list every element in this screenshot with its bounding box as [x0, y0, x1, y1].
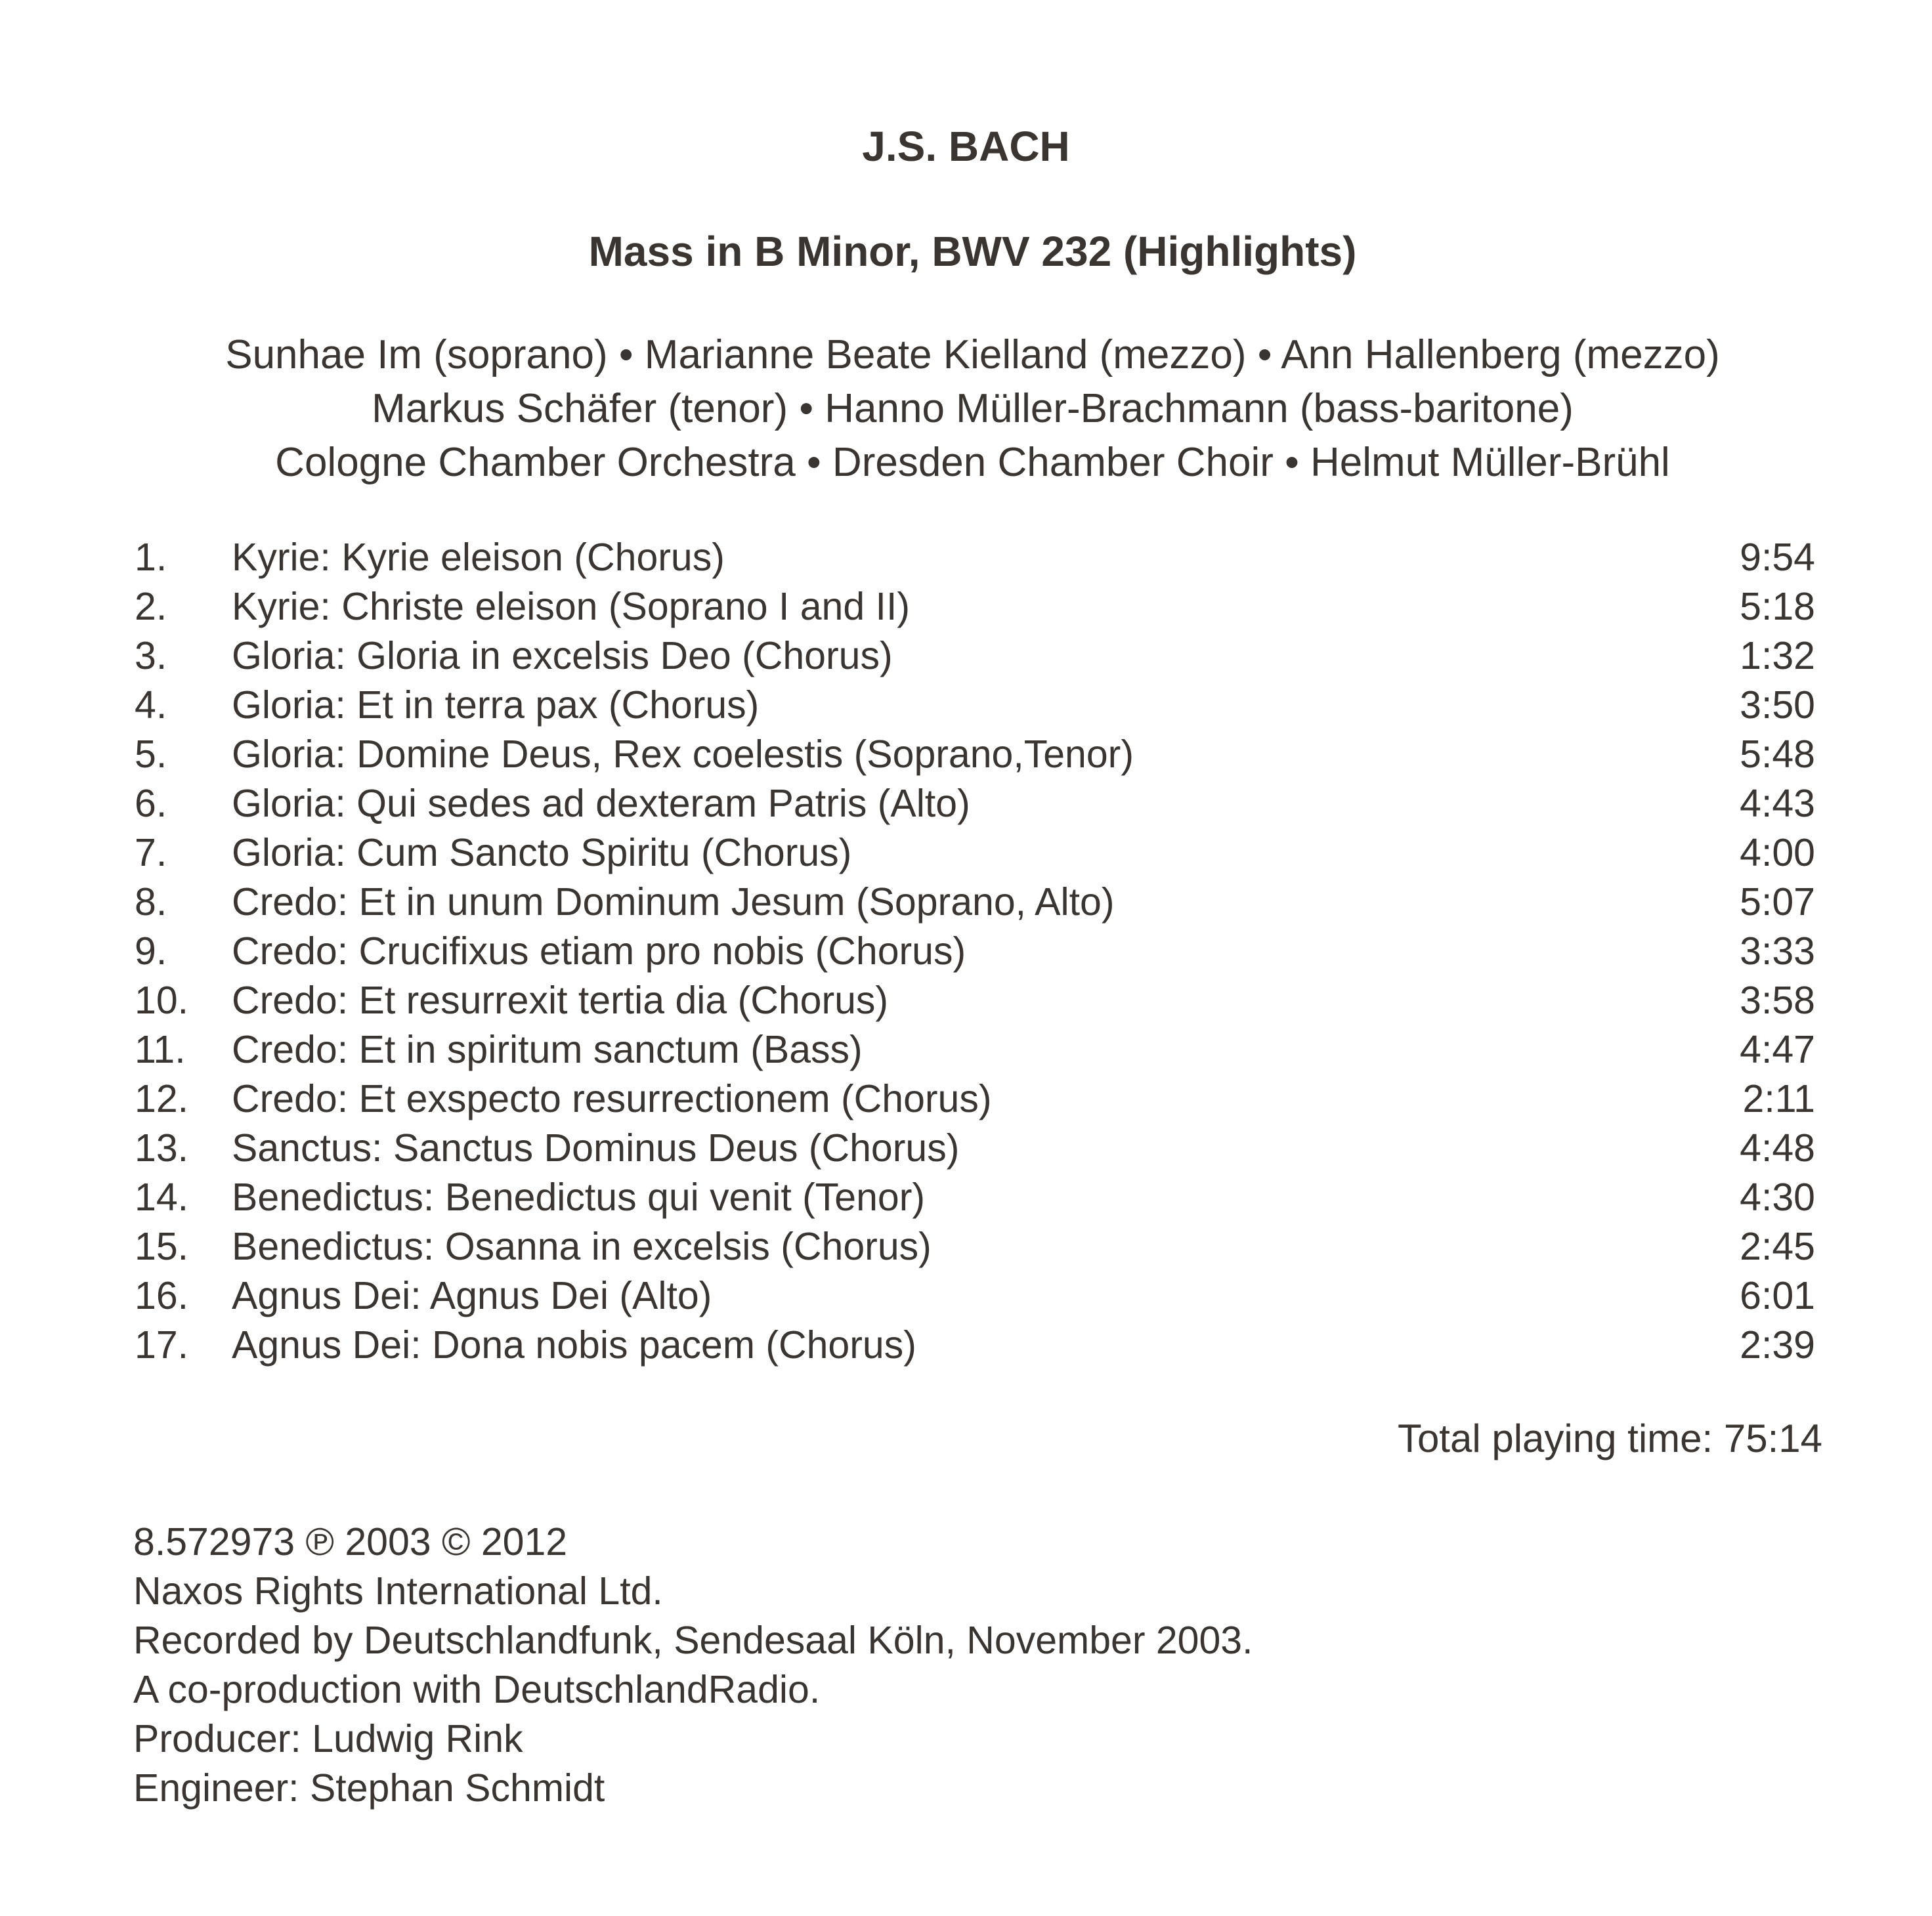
track-title: Gloria: Gloria in excelsis Deo (Chorus) — [232, 634, 893, 677]
track-duration: 5:48 — [1740, 733, 1815, 776]
work-title: Mass in B Minor, BWV 232 (Highlights) — [588, 228, 1357, 275]
recording-info: Recorded by Deutschlandfunk, Sendesaal Köln, November 2003. — [133, 1619, 1253, 1662]
track-title: Agnus Dei: Dona nobis pacem (Chorus) — [232, 1323, 916, 1367]
track-title: Gloria: Et in terra pax (Chorus) — [232, 683, 760, 727]
track-number: 5. — [135, 733, 167, 776]
track-title: Kyrie: Christe eleison (Soprano I and II) — [232, 585, 910, 628]
track-title: Sanctus: Sanctus Dominus Deus (Chorus) — [232, 1126, 960, 1170]
track-row — [135, 1271, 1815, 1321]
track-number: 15. — [135, 1225, 189, 1268]
track-row — [135, 976, 1815, 1025]
track-number: 12. — [135, 1077, 189, 1120]
track-duration: 2:39 — [1740, 1323, 1815, 1367]
track-list — [135, 533, 1815, 1370]
track-title: Benedictus: Benedictus qui venit (Tenor) — [232, 1176, 926, 1219]
track-number: 7. — [135, 831, 167, 874]
track-duration: 2:45 — [1740, 1225, 1815, 1268]
track-duration: 4:47 — [1740, 1028, 1815, 1071]
track-number: 17. — [135, 1323, 189, 1367]
track-title: Credo: Crucifixus etiam pro nobis (Chorus) — [232, 929, 966, 973]
track-row — [135, 878, 1815, 927]
track-duration: 3:50 — [1740, 683, 1815, 727]
producer-credit: Producer: Ludwig Rink — [133, 1717, 523, 1760]
track-row — [135, 1222, 1815, 1271]
artists-line-soloists: Sunhae Im (soprano) • Marianne Beate Kielland (mezzo) • Ann Hallenberg (mezzo) — [225, 332, 1720, 377]
track-number: 14. — [135, 1176, 189, 1219]
track-row — [135, 681, 1815, 730]
catalog-number: 8.572973 ℗ 2003 © 2012 — [133, 1520, 568, 1564]
track-title: Benedictus: Osanna in excelsis (Chorus) — [232, 1225, 932, 1268]
track-number: 16. — [135, 1274, 189, 1317]
track-row — [135, 1173, 1815, 1222]
track-title: Gloria: Domine Deus, Rex coelestis (Soprano,Tenor) — [232, 733, 1134, 776]
track-number: 9. — [135, 929, 167, 973]
track-title: Credo: Et exspecto resurrectionem (Chorus) — [232, 1077, 992, 1120]
engineer-credit: Engineer: Stephan Schmidt — [133, 1766, 605, 1810]
track-row — [135, 631, 1815, 681]
track-row — [135, 533, 1815, 582]
track-duration: 2:11 — [1742, 1077, 1815, 1120]
track-number: 8. — [135, 880, 167, 924]
track-duration: 4:30 — [1740, 1176, 1815, 1219]
track-title: Gloria: Qui sedes ad dexteram Patris (Alto) — [232, 782, 970, 825]
track-number: 6. — [135, 782, 167, 825]
track-number: 10. — [135, 979, 189, 1022]
track-row — [135, 828, 1815, 878]
track-title: Credo: Et resurrexit tertia dia (Chorus) — [232, 979, 889, 1022]
track-title: Credo: Et in unum Dominum Jesum (Soprano, Alto) — [232, 880, 1115, 924]
track-title: Credo: Et in spiritum sanctum (Bass) — [232, 1028, 863, 1071]
track-title: Gloria: Cum Sancto Spiritu (Chorus) — [232, 831, 852, 874]
track-duration: 3:58 — [1740, 979, 1815, 1022]
track-number: 3. — [135, 634, 167, 677]
track-row — [135, 1075, 1815, 1124]
artists-line-ensembles: Cologne Chamber Orchestra • Dresden Chamber Choir • Helmut Müller-Brühl — [275, 440, 1670, 485]
track-duration: 9:54 — [1740, 536, 1815, 579]
track-duration: 4:43 — [1740, 782, 1815, 825]
track-duration: 4:48 — [1740, 1126, 1815, 1170]
track-row — [135, 1025, 1815, 1075]
artists-line-soloists-2: Markus Schäfer (tenor) • Hanno Müller-Brachmann (bass-baritone) — [372, 386, 1574, 431]
track-title: Agnus Dei: Agnus Dei (Alto) — [232, 1274, 712, 1317]
artists-block — [0, 328, 1932, 490]
track-number: 2. — [135, 585, 167, 628]
track-duration: 5:18 — [1740, 585, 1815, 628]
track-number: 11. — [135, 1028, 186, 1071]
track-duration: 6:01 — [1740, 1274, 1815, 1317]
track-duration: 1:32 — [1740, 634, 1815, 677]
track-duration: 4:00 — [1740, 831, 1815, 874]
track-row — [135, 730, 1815, 779]
track-row — [135, 1321, 1815, 1370]
track-number: 13. — [135, 1126, 189, 1170]
coproduction-info: A co-production with DeutschlandRadio. — [133, 1668, 821, 1711]
track-row — [135, 927, 1815, 976]
rights-holder: Naxos Rights International Ltd. — [133, 1569, 663, 1613]
track-title: Kyrie: Kyrie eleison (Chorus) — [232, 536, 725, 579]
track-row — [135, 779, 1815, 828]
credits-block — [133, 1518, 1253, 1813]
track-number: 4. — [135, 683, 167, 727]
track-duration: 5:07 — [1740, 880, 1815, 924]
track-row — [135, 582, 1815, 631]
composer-heading: J.S. BACH — [862, 123, 1070, 170]
track-row — [135, 1124, 1815, 1173]
track-duration: 3:33 — [1740, 929, 1815, 973]
total-playing-time: Total playing time: 75:14 — [1397, 1416, 1822, 1460]
track-number: 1. — [135, 536, 167, 579]
